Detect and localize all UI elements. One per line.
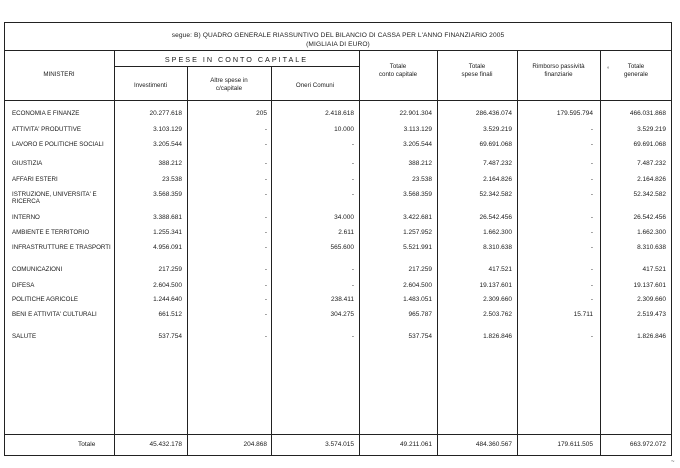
header-altre-spese — [187, 77, 271, 92]
cell-totale-generale: 26.542.456 — [633, 214, 666, 221]
cell-investimenti: 388.212 — [158, 160, 182, 167]
ministero-name: POLITICHE AGRICOLE — [12, 296, 79, 303]
cell-investimenti: 20.277.618 — [149, 110, 182, 117]
cell-totale-conto-capitale: 217.259 — [408, 266, 432, 273]
cell-totale-generale: 466.031.868 — [629, 110, 666, 117]
cell-rimborso-passivita: - — [590, 244, 593, 251]
cell-totale-conto-capitale: 1.483.051 — [403, 296, 432, 303]
cell-totale-conto-capitale: 3.113.129 — [403, 126, 432, 133]
cell-totale-spese-finali: 8.310.638 — [483, 244, 512, 251]
cell-investimenti: 3.568.359 — [153, 191, 182, 198]
cell-totale-generale: 417.521 — [642, 266, 666, 273]
cell-oneri-comuni: 2.418.618 — [325, 110, 354, 117]
cell-altre-spese: - — [264, 160, 267, 167]
cell-totale-conto-capitale: 537.754 — [408, 333, 432, 340]
header-ministeri: MINISTERI — [43, 71, 75, 78]
total-spese-finali: 484.360.567 — [475, 441, 512, 448]
cell-altre-spese: - — [264, 214, 267, 221]
cell-rimborso-passivita: - — [590, 333, 593, 340]
header-totcc-line2: conto capitale — [378, 70, 418, 78]
header-totgen-line1: Totale — [627, 63, 645, 70]
cell-totale-conto-capitale: 3.568.359 — [403, 191, 432, 198]
cell-altre-spese: - — [264, 176, 267, 183]
cell-altre-spese: - — [264, 311, 267, 318]
cell-totale-conto-capitale: 5.521.991 — [403, 244, 432, 251]
cell-investimenti: 3.205.544 — [153, 141, 182, 148]
total-investimenti: 45.432.178 — [149, 441, 182, 448]
cell-totale-spese-finali: 2.309.660 — [483, 296, 512, 303]
cell-totale-spese-finali: 26.542.456 — [479, 214, 512, 221]
header-rimb-line1: Rimborso passività — [532, 63, 585, 70]
ministero-name: SALUTE — [12, 333, 37, 340]
cell-altre-spese: 205 — [256, 110, 267, 117]
cell-totale-conto-capitale: 2.604.500 — [403, 282, 432, 289]
scan-mark: ° — [607, 67, 610, 73]
cell-totale-spese-finali: 2.503.762 — [483, 311, 512, 318]
cell-rimborso-passivita: - — [590, 214, 593, 221]
cell-investimenti: 3.103.129 — [153, 126, 182, 133]
cell-totale-generale: 2.309.660 — [637, 296, 666, 303]
cell-totale-spese-finali: 1.662.300 — [483, 229, 512, 236]
cell-altre-spese: - — [264, 282, 267, 289]
cell-investimenti: 2.604.500 — [153, 282, 182, 289]
cell-investimenti: 217.259 — [158, 266, 182, 273]
cell-totale-conto-capitale: 965.787 — [408, 311, 432, 318]
header-totsf-line2: spese finali — [461, 70, 493, 78]
totals-divider — [4, 434, 672, 435]
cell-totale-conto-capitale: 388.212 — [408, 160, 432, 167]
header-rimb-line2: finanziarie — [544, 70, 573, 78]
ministero-name: DIFESA — [12, 282, 35, 289]
cell-investimenti: 3.388.681 — [153, 214, 182, 221]
cell-altre-spese: - — [264, 126, 267, 133]
ministero-name: BENI E ATTIVITA' CULTURALI — [12, 311, 97, 318]
header-oneri-comuni: Oneri Comuni — [295, 82, 335, 89]
cell-rimborso-passivita: - — [590, 126, 593, 133]
header-rimborso-passivita — [517, 63, 600, 78]
header-totale-conto-capitale — [359, 63, 437, 78]
cell-oneri-comuni: - — [351, 191, 354, 198]
cell-altre-spese: - — [264, 333, 267, 340]
ministero-name: AMBIENTE E TERRITORIO — [12, 229, 90, 236]
cell-totale-generale: 1.662.300 — [637, 229, 666, 236]
header-altre-line2: c/capitale — [215, 84, 243, 92]
cell-oneri-comuni: 565.600 — [330, 244, 354, 251]
cell-oneri-comuni: 304.275 — [330, 311, 354, 318]
cell-altre-spese: - — [264, 244, 267, 251]
ministero-name: ATTIVITA' PRODUTTIVE — [12, 126, 82, 133]
total-rimborso-passivita: 179.611.505 — [557, 441, 593, 448]
cell-rimborso-passivita: - — [590, 296, 593, 303]
cell-oneri-comuni: - — [351, 333, 354, 340]
total-generale: 663.972.072 — [629, 441, 666, 448]
cell-totale-generale: 3.529.219 — [637, 126, 666, 133]
cell-investimenti: 537.754 — [158, 333, 182, 340]
document-subtitle: (MIGLIAIA DI EURO) — [306, 41, 370, 48]
cell-totale-generale: 2.164.826 — [637, 176, 666, 183]
cell-totale-generale: 69.691.068 — [633, 141, 666, 148]
cell-rimborso-passivita: - — [590, 176, 593, 183]
ministero-name: ISTRUZIONE, UNIVERSITA' E RICERCA — [12, 191, 97, 206]
cell-oneri-comuni: - — [351, 282, 354, 289]
header-altre-line1: Altre spese in — [210, 77, 248, 84]
cell-totale-conto-capitale: 22.901.304 — [399, 110, 432, 117]
header-totale-spese-finali — [437, 63, 517, 78]
cell-totale-conto-capitale: 23.538 — [412, 176, 432, 183]
cell-oneri-comuni: 34.000 — [334, 214, 354, 221]
header-totcc-line1: Totale — [389, 63, 407, 70]
cell-totale-spese-finali: 19.137.601 — [479, 282, 512, 289]
cell-totale-spese-finali: 7.487.232 — [483, 160, 512, 167]
cell-investimenti: 4.956.091 — [153, 244, 182, 251]
total-altre-spese: 204.868 — [243, 441, 267, 448]
total-oneri-comuni: 3.574.015 — [325, 441, 354, 448]
cell-totale-generale: 19.137.601 — [633, 282, 666, 289]
cell-rimborso-passivita: - — [590, 191, 593, 198]
cell-oneri-comuni: 2.611 — [338, 229, 354, 236]
col-divider — [187, 66, 188, 456]
cell-rimborso-passivita: - — [590, 160, 593, 167]
header-spese-conto-capitale: SPESE IN CONTO CAPITALE — [164, 55, 309, 64]
cell-rimborso-passivita: 179.595.794 — [556, 110, 593, 117]
cell-totale-conto-capitale: 3.205.544 — [403, 141, 432, 148]
cell-totale-generale: 7.487.232 — [637, 160, 666, 167]
cell-investimenti: 1.255.341 — [153, 229, 182, 236]
cell-rimborso-passivita: 15.711 — [573, 311, 593, 318]
header-bottom-divider — [4, 100, 672, 101]
total-conto-capitale: 49.211.061 — [399, 441, 432, 448]
cell-totale-spese-finali: 2.164.826 — [483, 176, 512, 183]
totals-label: Totale — [78, 441, 96, 448]
cell-totale-spese-finali: 52.342.582 — [479, 191, 512, 198]
document-title: segue: B) QUADRO GENERALE RIASSUNTIVO DEL BILANCIO DI CASSA PER L'ANNO FINANZIARIO 2005 — [171, 32, 505, 39]
ministero-name: INTERNO — [12, 214, 40, 221]
cell-altre-spese: - — [264, 141, 267, 148]
cell-totale-conto-capitale: 1.257.952 — [403, 229, 432, 236]
title-divider — [4, 50, 672, 51]
cell-altre-spese: - — [264, 266, 267, 273]
cell-totale-generale: 52.342.582 — [633, 191, 666, 198]
page-corner-mark: ~ — [671, 459, 675, 465]
ministero-name: INFRASTRUTTURE E TRASPORTI — [12, 244, 111, 251]
cell-rimborso-passivita: - — [590, 282, 593, 289]
header-totale-generale — [600, 63, 672, 78]
cell-totale-generale: 1.826.846 — [637, 333, 666, 340]
ministero-name: LAVORO E POLITICHE SOCIALI — [12, 141, 104, 148]
cell-oneri-comuni: - — [351, 266, 354, 273]
cell-totale-generale: 2.519.473 — [637, 311, 666, 318]
ministero-name: AFFARI ESTERI — [12, 176, 58, 183]
cell-investimenti: 661.512 — [158, 311, 182, 318]
header-totgen-line2: generale — [623, 70, 649, 78]
cell-rimborso-passivita: - — [590, 229, 593, 236]
cell-totale-spese-finali: 3.529.219 — [483, 126, 512, 133]
cell-rimborso-passivita: - — [590, 266, 593, 273]
cell-altre-spese: - — [264, 191, 267, 198]
cell-altre-spese: - — [264, 296, 267, 303]
cell-totale-generale: 8.310.638 — [637, 244, 666, 251]
cell-altre-spese: - — [264, 229, 267, 236]
cell-oneri-comuni: - — [351, 176, 354, 183]
cell-totale-spese-finali: 1.826.846 — [483, 333, 512, 340]
col-divider — [271, 66, 272, 456]
cell-oneri-comuni: 238.411 — [330, 296, 354, 303]
cell-totale-spese-finali: 286.436.074 — [475, 110, 512, 117]
cell-investimenti: 1.244.640 — [153, 296, 182, 303]
cell-totale-spese-finali: 417.521 — [488, 266, 512, 273]
cell-oneri-comuni: - — [351, 160, 354, 167]
ministero-name: ECONOMIA E FINANZE — [12, 110, 80, 117]
cell-oneri-comuni: 10.000 — [334, 126, 354, 133]
cell-oneri-comuni: - — [351, 141, 354, 148]
header-totsf-line1: Totale — [468, 63, 486, 70]
ministero-name: COMUNICAZIONI — [12, 266, 63, 273]
cell-investimenti: 23.538 — [162, 176, 182, 183]
ministero-name: GIUSTIZIA — [12, 160, 43, 167]
cell-rimborso-passivita: - — [590, 141, 593, 148]
header-investimenti: Investimenti — [133, 82, 167, 89]
group-header-divider — [114, 66, 359, 67]
cell-totale-conto-capitale: 3.422.681 — [403, 214, 432, 221]
cell-totale-spese-finali: 69.691.068 — [479, 141, 512, 148]
